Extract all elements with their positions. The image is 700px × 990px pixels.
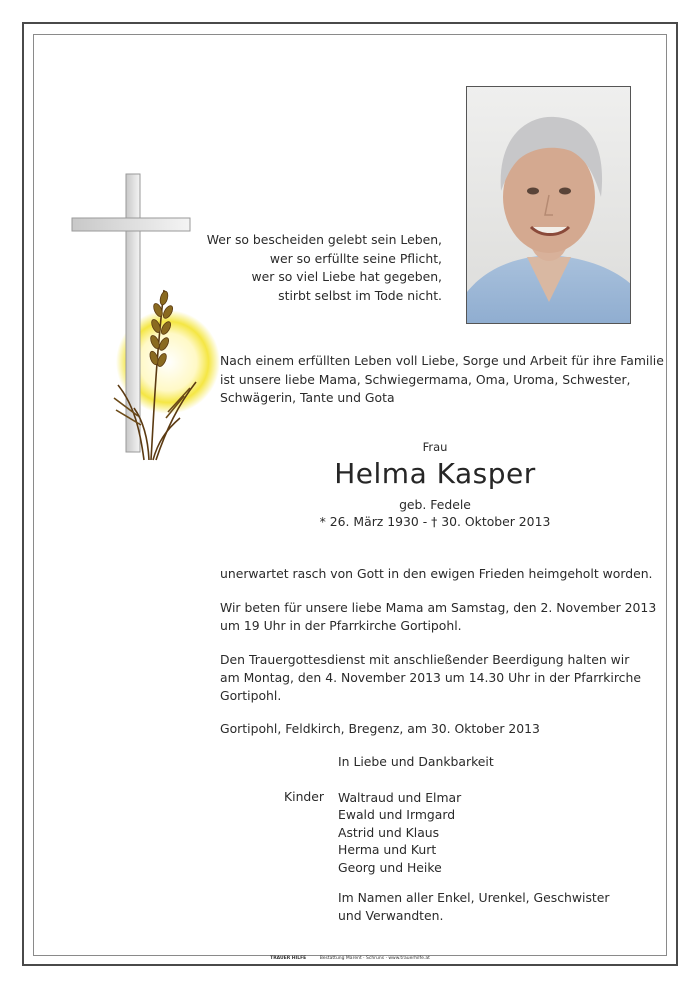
poem-line: stirbt selbst im Tode nicht. [278, 287, 442, 303]
paragraph-line: Gortipohl. [220, 688, 282, 703]
paragraph-line: am Montag, den 4. November 2013 um 14.30 Uhr in der Pfarrkirche [220, 670, 641, 685]
prayer-paragraph [220, 599, 660, 635]
closing-phrase: In Liebe und Dankbarkeit [338, 754, 494, 769]
poem [182, 231, 442, 305]
poem-line: Wer so bescheiden gelebt sein Leben, [206, 232, 442, 247]
place-date [220, 720, 660, 738]
life-dates: * 26. März 1930 - † 30. Oktober 2013 [319, 514, 551, 529]
children-list [338, 789, 461, 876]
child-entry: Herma und Kurt [338, 842, 437, 858]
family-note-line: und Verwandten. [338, 908, 444, 923]
intro-line: Schwägerin, Tante und Gota [220, 390, 395, 405]
salutation: Frau [422, 440, 448, 454]
footer-brand: TRAUER HILFE [270, 956, 307, 961]
child-entry: Waltraud und Elmar [338, 790, 462, 805]
paragraph-line: Den Trauergottesdienst mit anschließender Beerdigung halten wir [220, 652, 630, 667]
portrait-photo [466, 86, 631, 324]
footer-text: Bestattung Marent · Schruns · www.trauerhilfe.at [319, 956, 430, 961]
poem-line: wer so erfüllte seine Pflicht, [269, 250, 442, 266]
intro-line: ist unsere liebe Mama, Schwiegermama, Oma, Uroma, Schwester, [220, 371, 631, 387]
child-entry: Ewald und Irmgard [338, 807, 456, 823]
paragraph-line: um 19 Uhr in der Pfarrkirche Gortipohl. [220, 618, 462, 633]
paragraph-line: Gortipohl, Feldkirch, Bregenz, am 30. Oktober 2013 [220, 721, 540, 736]
poem-line: wer so viel Liebe hat gegeben, [251, 269, 442, 284]
deceased-name: Helma Kasper [334, 457, 536, 490]
family-note [338, 889, 610, 925]
paragraph-line: Wir beten für unsere liebe Mama am Samstag, den 2. November 2013 [220, 600, 657, 615]
death-notice-paragraph [220, 565, 660, 583]
child-entry: Georg und Heike [338, 859, 442, 875]
paragraph-line: unerwartet rasch von Gott in den ewigen Frieden heimgeholt worden. [220, 566, 653, 581]
intro-line: Nach einem erfüllten Leben voll Liebe, Sorge und Arbeit für ihre Familie [220, 353, 664, 368]
footer [0, 956, 700, 961]
children-label: Kinder [284, 789, 325, 804]
funeral-paragraph [220, 651, 660, 705]
family-note-line: Im Namen aller Enkel, Urenkel, Geschwister [338, 890, 610, 905]
child-entry: Astrid und Klaus [338, 824, 440, 840]
birth-name: geb. Fedele [399, 497, 471, 512]
intro-text [220, 352, 664, 408]
